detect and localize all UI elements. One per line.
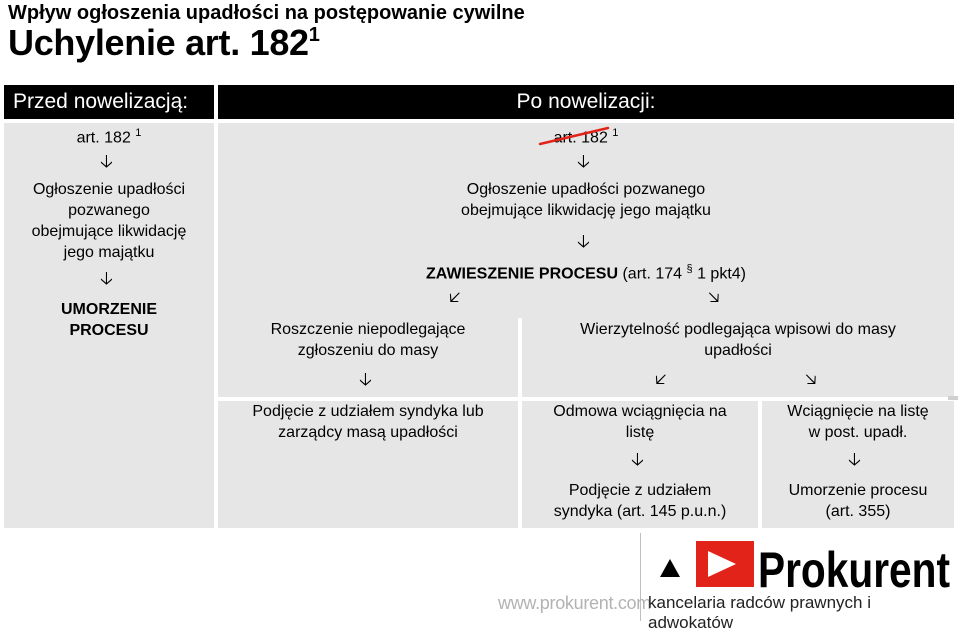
claim-subject-line-2: upadłości [704, 342, 772, 359]
claim-not-subject-line-2: zgłoszeniu do masy [297, 342, 439, 359]
title-superscript: 1 [308, 24, 320, 46]
suspension-ref: 1 pkt4) [692, 265, 746, 283]
claim-subject-line-1: Wierzytelność podlegająca wpisowi do masy [580, 321, 896, 338]
down-arrow-icon: 🡣 [100, 268, 113, 288]
refusal-result-line-2: syndyka (art. 145 p.u.n.) [553, 503, 727, 520]
refusal-line-2: listę [625, 424, 655, 441]
left-result-line-2: PROCESU [69, 322, 149, 339]
down-arrow-icon: 🡣 [577, 231, 590, 251]
inclusion-result-line-1: Umorzenie procesu [788, 482, 928, 499]
down-left-arrow-icon: 🡧 [655, 369, 667, 389]
refusal-line-1: Odmowa wciągnięcia na [553, 403, 727, 420]
left-article-ref [4, 123, 214, 148]
prokurent-logo [646, 537, 956, 601]
left-result-line-1: UMORZENIE [61, 301, 157, 318]
right-announcement-line-2: obejmujące likwidację jego majątku [461, 202, 711, 219]
down-right-arrow-icon: 🡦 [708, 287, 720, 307]
edge-marker [948, 396, 958, 400]
right-announcement-line-1: Ogłoszenie upadłości pozwanego [466, 181, 706, 198]
header-before-amendment: Przed nowelizacją: [4, 85, 214, 119]
down-arrow-icon: 🡣 [100, 151, 113, 171]
left-article-text: art. 182 [76, 129, 131, 147]
logo-wordmark: Prokurent [758, 542, 951, 598]
down-left-arrow-icon: 🡧 [449, 287, 461, 307]
panel-after [218, 123, 954, 528]
suspension-bold: ZAWIESZENIE PROCESU [426, 265, 619, 283]
inclusion-line-1: Wciągnięcie na listę [787, 403, 929, 420]
down-arrow-icon: 🡣 [577, 151, 590, 171]
header-after-amendment: Po nowelizacji: [218, 85, 954, 119]
left-announcement-line-3: obejmujące likwidację [31, 223, 187, 240]
right-article-sup: 1 [612, 127, 619, 139]
suspension-rest: (art. 174 [618, 265, 683, 283]
refusal-result-line-1: Podjęcie z udziałem [568, 482, 712, 499]
inclusion-result-line-2: (art. 355) [825, 503, 891, 520]
left-article-sup: 1 [135, 127, 142, 139]
panel-before [4, 123, 214, 528]
left-announcement-line-2: pozwanego [68, 202, 150, 219]
takeover-line-2: zarządcy masą upadłości [278, 424, 458, 441]
title-text: Uchylenie art. 182 [8, 22, 309, 63]
down-arrow-icon: 🡣 [848, 449, 861, 469]
slide-title [8, 22, 320, 64]
down-right-arrow-icon: 🡦 [805, 369, 817, 389]
website-url[interactable]: www.prokurent.com [498, 593, 651, 613]
right-article-text: art. 182 [553, 129, 608, 147]
strike-through-mark [538, 124, 610, 146]
inclusion-line-2: w post. upadł. [808, 424, 908, 441]
suspension-text: ZAWIESZENIE PROCESU (art. 174 § 1 pkt4) [426, 263, 746, 283]
down-arrow-icon: 🡣 [359, 369, 372, 389]
claim-not-subject-line-1: Roszczenie niepodlegające [270, 321, 466, 338]
left-announcement-line-4: jego majątku [63, 244, 155, 261]
footer-tagline: kancelaria radców prawnych i adwokatów [648, 593, 871, 632]
left-announcement-line-1: Ogłoszenie upadłości [32, 181, 186, 198]
down-arrow-icon: 🡣 [631, 449, 644, 469]
slide-subtitle: Wpływ ogłoszenia upadłości na postępowanie cywilne [8, 2, 525, 24]
takeover-line-1: Podjęcie z udziałem syndyka lub [252, 403, 484, 420]
